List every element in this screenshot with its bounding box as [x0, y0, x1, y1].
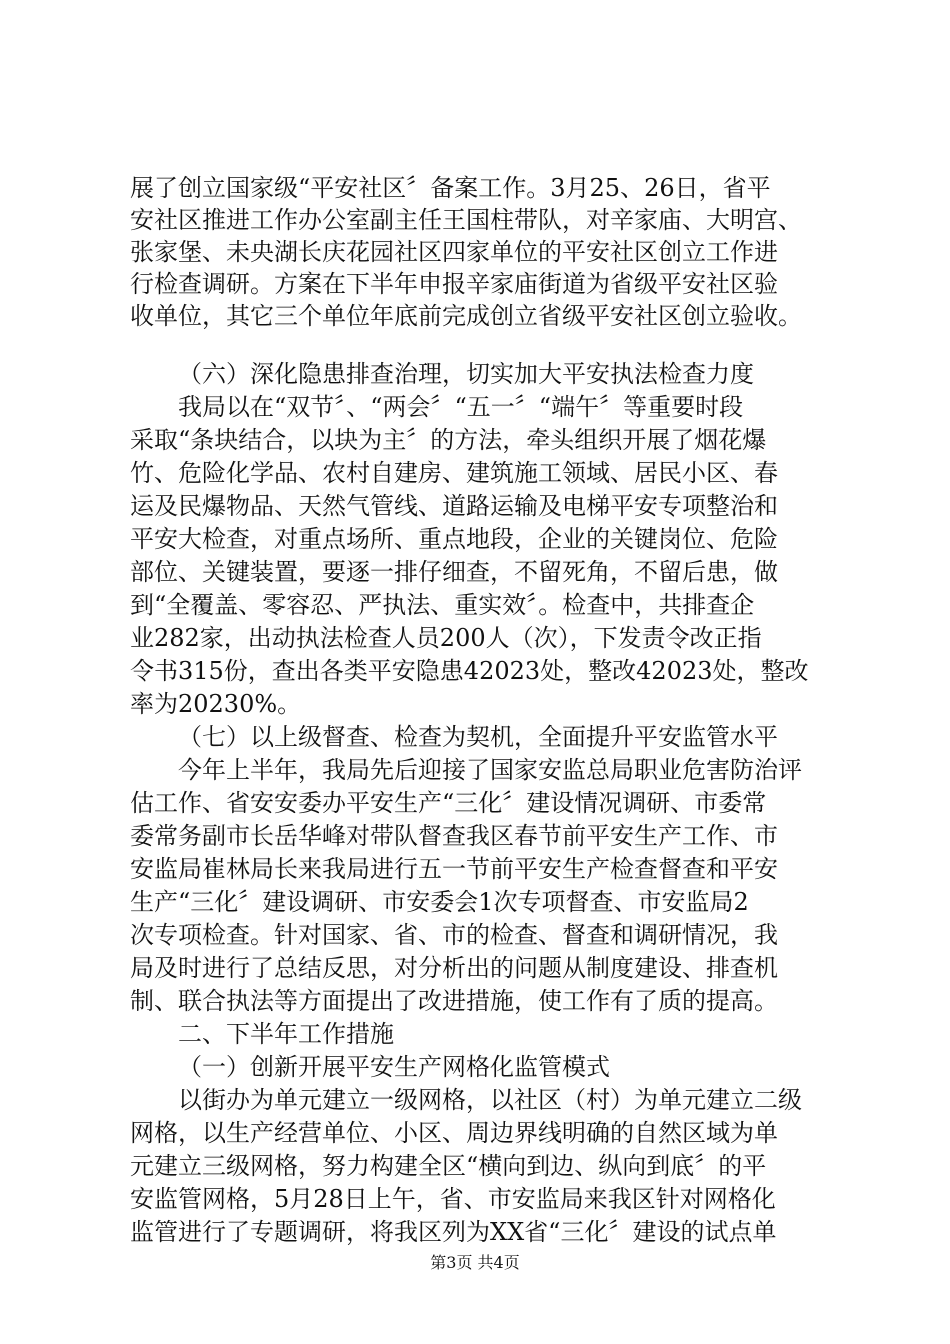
body-line: 制、联合执法等方面提出了改进措施，使工作有了质的提高。: [130, 987, 778, 1015]
section-heading: （七）以上级督查、检查为契机，全面提升平安监管水平: [178, 723, 778, 751]
body-line: 行检查调研。方案在下半年申报辛家庙街道为省级平安社区验: [130, 270, 778, 298]
body-line: 我局以在“双节〞、“两会〞“五一〞“端午〞等重要时段: [178, 393, 744, 421]
body-line: 以街办为单元建立一级网格，以社区（村）为单元建立二级: [178, 1086, 802, 1114]
body-line: 业282家，出动执法检查人员200人（次），下发责令改正指: [130, 624, 762, 652]
body-line: 委常务副市长岳华峰对带队督查我区春节前平安生产工作、市: [130, 822, 778, 850]
body-line: 率为20230%。: [130, 690, 302, 718]
section-heading: 二、下半年工作措施: [178, 1020, 394, 1048]
body-line: 收单位，其它三个单位年底前完成创立省级平安社区创立验收。: [130, 302, 802, 330]
body-line: 今年上半年，我局先后迎接了国家安监总局职业危害防治评: [178, 756, 802, 784]
body-line: 估工作、省安安委办平安生产“三化〞建设情况调研、市委常: [130, 789, 767, 817]
body-line: 平安大检查，对重点场所、重点地段，企业的关键岗位、危险: [130, 525, 778, 553]
body-line: 运及民爆物品、天然气管线、道路运输及电梯平安专项整治和: [130, 492, 778, 520]
body-line: 网格，以生产经营单位、小区、周边界线明确的自然区域为单: [130, 1119, 778, 1147]
body-line: 竹、危险化学品、农村自建房、建筑施工领域、居民小区、春: [130, 459, 778, 487]
body-line: 元建立三级网格，努力构建全区“横向到边、纵向到底〞的平: [130, 1152, 767, 1180]
body-line: 生产“三化〞建设调研、市安委会1次专项督查、市安监局2: [130, 888, 749, 916]
body-line: 安社区推进工作办公室副主任王国柱带队，对辛家庙、大明宫、: [130, 206, 802, 234]
body-line: 到“全覆盖、零容忍、严执法、重实效〞。检查中，共排查企: [130, 591, 755, 619]
body-line: 部位、关键装置，要逐一排仔细查，不留死角，不留后患，做: [130, 558, 778, 586]
section-heading: （一）创新开展平安生产网格化监管模式: [178, 1053, 610, 1081]
body-line: 次专项检查。针对国家、省、市的检查、督查和调研情况，我: [130, 921, 778, 949]
body-line: 采取“条块结合，以块为主〞的方法，牵头组织开展了烟花爆: [130, 426, 767, 454]
body-line: 安监局崔林局长来我局进行五一节前平安生产检查督查和平安: [130, 855, 778, 883]
section-heading: （六）深化隐患排查治理，切实加大平安执法检查力度: [178, 360, 754, 388]
body-line: 局及时进行了总结反思，对分析出的问题从制度建设、排查机: [130, 954, 778, 982]
body-line: 令书315份，查出各类平安隐患42023处，整改42023处，整改: [130, 657, 809, 685]
page-footer: 第3页 共4页: [430, 1253, 520, 1272]
body-line: 监管进行了专题调研，将我区列为XX省“三化〞建设的试点单: [130, 1218, 777, 1246]
body-line: 张家堡、未央湖长庆花园社区四家单位的平安社区创立工作进: [130, 238, 778, 266]
body-line: 安监管网格，5月28日上午，省、市安监局来我区针对网格化: [130, 1185, 776, 1213]
body-line: 展了创立国家级“平安社区〞备案工作。3月25、26日，省平: [130, 174, 771, 202]
